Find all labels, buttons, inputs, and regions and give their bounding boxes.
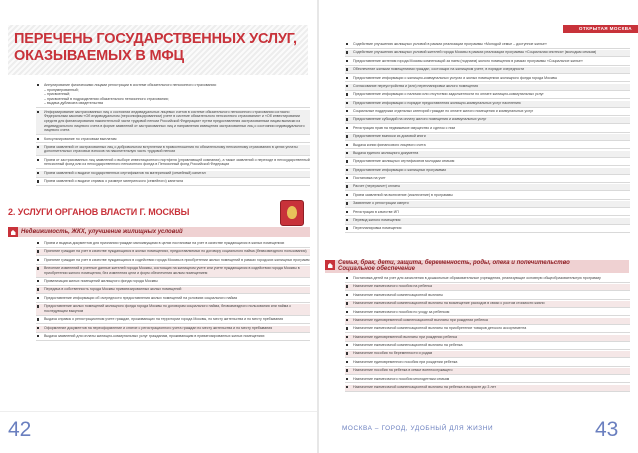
subsection-label: Недвижимость, ЖКХ, улучшение жилищных условий — [21, 229, 183, 235]
bullet-icon — [346, 227, 348, 229]
list-item — [36, 304, 310, 316]
list-item-text: Предоставление информации о порядке предоставления жилищно-коммунальных услуг населению — [353, 100, 521, 105]
list-item — [36, 258, 310, 265]
bullet-icon — [37, 250, 39, 252]
subsection-bar-realty — [8, 227, 310, 237]
bullet-icon — [346, 277, 348, 279]
list-item-text: Предоставление информации о наличии или отсутствии задолженности по оплате жилищно-коммунальных услуг — [353, 92, 544, 97]
list-item-text: Постановка детей на учет для зачисления в дошкольные образовательные учреждения, реализующие основную общеобразовательную программу — [353, 276, 601, 280]
bullet-icon — [37, 259, 39, 261]
list-item-text: Предоставление субсидий на оплату жилого помещения и коммунальных услуг — [353, 117, 487, 122]
page-number-left: 42 — [8, 418, 32, 441]
bullet-icon — [37, 267, 39, 269]
list-item-text: Приватизация жилых помещений жилищного фонда города Москвы — [44, 279, 158, 284]
list-item-text: Выдача справок о регистрационном учете граждан, проживающих на территории города Москвы, по месту жительства и по месту пребывания — [44, 317, 284, 322]
bullet-icon — [37, 335, 39, 337]
list-item — [345, 226, 630, 233]
bullet-icon — [346, 60, 348, 62]
bullet-icon — [346, 219, 348, 221]
list-item — [345, 168, 630, 175]
list-item — [345, 360, 630, 367]
bullet-icon — [346, 285, 348, 287]
list-item — [345, 310, 630, 317]
list-item-text: Назначение ежемесячного пособия на ребенка — [353, 284, 433, 289]
bullet-icon — [37, 297, 39, 299]
list-item — [345, 126, 630, 133]
bullet-icon — [346, 77, 348, 79]
bullet-icon — [346, 118, 348, 120]
list-item — [345, 184, 630, 191]
bullet-icon — [346, 378, 348, 380]
bullet-icon — [37, 180, 39, 182]
bullet-icon — [346, 336, 348, 338]
list-item-text: Заявление о регистрации смерти — [353, 201, 409, 206]
list-item-text: Принятие граждан на учет в качестве нуждающихся в жилых помещениях, предоставляемых по договору социального найма (безвозмездного пользования) — [44, 249, 307, 254]
left-list-2 — [36, 241, 310, 342]
list-item — [345, 326, 630, 333]
bullet-icon — [37, 280, 39, 282]
list-item — [345, 101, 630, 108]
bullet-icon — [346, 352, 348, 354]
list-item-text: Назначение ежемесячной компенсационной выплаты — [353, 292, 443, 297]
list-item-text: Прием и выдача документов для признания граждан малоимущими в целях постановки на учет в качестве нуждающихся в жилых помещениях — [44, 241, 285, 245]
list-item-text: Назначение пособия на ребенка в семье военнослужащего — [353, 368, 453, 373]
list-item-text: Оформление документов на переоформление и снятие с регистрационного учета граждан по месту жительства и по месту пребывания — [44, 325, 273, 330]
bullet-icon — [37, 305, 39, 307]
footer-rule — [0, 411, 317, 412]
list-item — [345, 276, 630, 283]
house-icon — [8, 227, 18, 237]
list-item — [345, 343, 630, 350]
bullet-icon — [37, 138, 39, 140]
bullet-icon — [346, 294, 348, 296]
page-number-right: 43 — [595, 418, 619, 441]
list-item-text: Назначение ежемесячной компенсационной выплаты на ребенка в возрасте до 3 лет — [353, 384, 497, 389]
subsection-label-2: Социальное обеспечение — [338, 266, 415, 272]
list-item — [36, 287, 310, 294]
bullet-icon — [37, 318, 39, 320]
list-item — [36, 317, 310, 324]
list-item — [36, 241, 310, 248]
bullet-icon — [346, 202, 348, 204]
bullet-icon — [346, 319, 348, 321]
list-item-text: Назначение единовременной выплаты при рождении ребенка — [353, 334, 458, 339]
list-item-text: Назначение ежемесячной компенсационной выплаты на ребенка — [353, 343, 463, 347]
bullet-icon — [346, 110, 348, 112]
list-item — [36, 158, 310, 170]
list-item-text: Консультирование по страховым выплатам — [44, 136, 117, 141]
bullet-icon — [346, 369, 348, 371]
subsection-bar-family — [325, 260, 629, 273]
list-item — [345, 134, 630, 141]
list-item-text: Назначение ежемесячной компенсационной выплаты на возмещение расходов в связи с ростом стоимости жизни — [353, 301, 545, 306]
left-list-1 — [36, 83, 310, 188]
list-item — [36, 334, 310, 341]
list-item-text: Предоставление информации об очередности предоставления жилых помещений на условиях социального найма — [44, 295, 237, 300]
list-item — [345, 50, 630, 57]
family-icon — [325, 260, 335, 270]
list-item-text: Выдача единого жилищного документа — [353, 150, 419, 155]
list-item-text: Назначение пособия по беременности и родам — [353, 351, 433, 356]
list-item — [345, 84, 630, 91]
bullet-icon — [346, 386, 348, 388]
list-item-text: Прием заявлений от застрахованных лиц о добровольном вступлении в правоотношения по обязательному пенсионному страхованию в целях уплаты дополнительных страховых взносов на накопительную часть трудовой пенсии — [44, 144, 298, 154]
list-item-text: Социальные поддержки отдельных категорий граждан по оплате жилого помещения и коммунальных услуг — [353, 109, 534, 113]
bullet-icon — [37, 242, 39, 244]
list-item-text: Прием заявлений о выдаче справок о размере материнского (семейного) капитала — [44, 179, 183, 184]
list-item — [36, 296, 310, 303]
bullet-icon — [346, 152, 348, 154]
list-item — [345, 368, 630, 375]
section-2-title: 2. УСЛУГИ ОРГАНОВ ВЛАСТИ Г. МОСКВЫ — [8, 207, 190, 217]
list-item — [345, 293, 630, 300]
list-item — [345, 385, 630, 392]
list-item-text: Регистрация прав на недвижимое имущество и сделок с ним — [353, 125, 455, 130]
bullet-icon — [346, 93, 348, 95]
bullet-icon — [346, 194, 348, 196]
list-item-text: Предоставление информации о жилищных программах — [353, 167, 447, 172]
bullet-icon — [346, 160, 348, 162]
bullet-icon — [37, 159, 39, 161]
bullet-icon — [346, 135, 348, 137]
list-item — [345, 59, 630, 66]
left-page — [0, 0, 317, 453]
list-item — [345, 201, 630, 208]
list-item-text: Прием от застрахованных лиц заявлений о выборе инвестиционного портфеля (управляющей компании), а также заявлений о переходе в негосударственный пенсионный фонд или из негосударственного пенсионного фонда в Пенсионный фонд Российской Федерации — [44, 157, 310, 167]
list-item — [36, 137, 310, 144]
page-title-line-2: ОКАЗЫВАЕМЫХ В МФЦ — [14, 48, 184, 64]
list-item-text: Регистрация в качестве ИП — [353, 209, 399, 214]
list-item — [345, 351, 630, 358]
bullet-icon — [346, 177, 348, 179]
list-item-text: Прием заявлений на включение (исключение) в программы — [353, 192, 453, 197]
bullet-icon — [346, 302, 348, 304]
list-item — [36, 266, 310, 278]
bullet-icon — [37, 146, 39, 148]
open-moscow-tag — [563, 25, 638, 33]
list-item-text: Согласование переустройства и (или) перепланировки жилого помещения — [353, 83, 479, 88]
list-item-text: Информирование застрахованных лиц о состоянии индивидуальных лицевых счетов в системе обязательного пенсионного страхования согласно Федеральным законам «Об индивидуальном (персонифицированном) учете в системе обязательного пенсионного страхования» и «Об инвестировании средств для финансирования накопительной части трудовой пенсии Российской Федерации» путем предоставления застрахованным лицам выписки из индивидуального лицевого счета в форме заявлений от застрахованных лиц и направления извещения застрахованных лиц о состоянии индивидуального лицевого счета — [44, 109, 305, 133]
list-item-text: Назначение ежемесячного пособия по уходу за ребенком — [353, 309, 450, 314]
list-item — [36, 279, 310, 286]
list-item — [345, 318, 630, 325]
section-2-header — [8, 207, 308, 217]
bullet-icon — [37, 84, 39, 86]
list-item-text: Содействие улучшению жилищных условий жителей города Москвы в рамках реализации программы «Социальная ипотека» (молодым семьям) — [353, 50, 597, 55]
bullet-icon — [346, 127, 348, 129]
list-item-text: Назначение ежемесячной компенсационной выплаты на приобретение товаров детского ассортимента — [353, 326, 527, 331]
list-item — [345, 176, 630, 183]
list-item — [345, 67, 630, 74]
right-page — [319, 0, 638, 453]
list-item-text: Аннулирование физическими лицами регистрации в системе обязательного пенсионного страхования: – пронумерованный; – присвоенный; – присвоенный в подразделении обязательного пенсионного страхования; – выдача дубликата свидетельства — [44, 83, 217, 106]
list-item-text: Внесение изменений в учетные данные жителей города Москвы, состоящих на жилищном учете или учете нуждающихся в содействии города Москвы в приобретении жилого помещения, без изменения цели и форм обеспечения жилым помещением — [44, 266, 300, 275]
list-item — [345, 151, 630, 158]
page-title-line-1: ПЕРЕЧЕНЬ ГОСУДАРСТВЕННЫХ УСЛУГ, — [14, 31, 297, 47]
bullet-icon — [346, 43, 348, 45]
list-item — [345, 301, 630, 308]
bullet-icon — [346, 185, 348, 187]
list-item — [36, 83, 310, 108]
list-item — [345, 210, 630, 217]
list-item — [345, 92, 630, 99]
bullet-icon — [37, 111, 39, 113]
bullet-icon — [346, 311, 348, 313]
list-item-text: Перевод жилого помещения — [353, 217, 401, 222]
bullet-icon — [346, 211, 348, 213]
list-item — [345, 284, 630, 291]
list-item — [345, 159, 630, 166]
bullet-icon — [37, 288, 39, 290]
bullet-icon — [346, 85, 348, 87]
bullet-icon — [346, 68, 348, 70]
list-item-text: Предоставление информации о жилищно-коммунальных услугах и жилых помещениях жилищного фонда города Москвы — [353, 75, 558, 80]
list-item-text: Обеспечение жилыми помещениями граждан, состоящих на жилищном учете, в порядке очередности — [353, 67, 525, 72]
list-item-text: Содействие улучшению жилищных условий в рамках реализации программы «Молодой семье – доступное жилье» — [353, 42, 547, 46]
list-item — [345, 335, 630, 342]
list-item-text: Передача в собственность города Москвы приватизированных жилых помещений — [44, 287, 182, 292]
list-item — [36, 326, 310, 333]
list-item — [345, 218, 630, 225]
open-moscow-label: ОТКРЫТАЯ МОСКВА — [578, 26, 632, 31]
title-block — [8, 25, 308, 75]
bullet-icon — [346, 102, 348, 104]
list-item — [345, 109, 630, 116]
bullet-icon — [37, 172, 39, 174]
list-item-text: Назначение единовременной компенсационной выплаты при рождении ребенка — [353, 317, 488, 322]
list-item — [36, 171, 310, 178]
list-item-text: Выдача заявлений для оплаты жилищно-коммунальных услуг гражданам, проживающим в приватизированных жилых помещениях — [44, 333, 265, 338]
list-item-text: Назначение единовременного пособия при рождении ребенка — [353, 359, 458, 364]
list-item-text: Расчет (перерасчет) оплаты — [353, 184, 401, 189]
list-item-text: Предоставление выписки из домовой книги — [353, 134, 426, 139]
bullet-icon — [37, 327, 39, 329]
list-item-text: Предоставление жителям города Москвы компенсаций за наем (поднаем) жилого помещения в рамках программы «Социальное жилье» — [353, 58, 583, 63]
list-item — [345, 76, 630, 83]
list-item-text: Принятие граждан на учет в качестве нуждающихся в содействии города Москвы в приобретении жилых помещений в рамках городских жилищных программ — [44, 257, 310, 262]
list-item — [36, 145, 310, 157]
list-item-text: Предоставление жилищных сертификатов молодым семьям — [353, 159, 455, 164]
right-list-1 — [345, 42, 630, 235]
bullet-icon — [346, 144, 348, 146]
list-item-text: Прием заявлений о выдаче государственных сертификатов на материнский (семейный) капитал — [44, 170, 206, 175]
list-item — [345, 42, 630, 49]
list-item-text: Выдача копии финансового лицевого счета — [353, 142, 426, 147]
list-item — [345, 117, 630, 124]
list-item — [36, 179, 310, 186]
right-list-2 — [345, 276, 630, 393]
bullet-icon — [346, 344, 348, 346]
bullet-icon — [346, 51, 348, 53]
list-item — [36, 249, 310, 256]
footer-motto: МОСКВА – ГОРОД, УДОБНЫЙ ДЛЯ ЖИЗНИ — [342, 425, 494, 432]
list-item — [36, 110, 310, 135]
bullet-icon — [346, 361, 348, 363]
list-item — [345, 143, 630, 150]
subsection-label: Семья, брак, дети, защита, беременность, роды, опека и попечительство — [338, 260, 570, 266]
moscow-emblem-icon — [280, 200, 304, 226]
bullet-icon — [346, 169, 348, 171]
list-item — [345, 377, 630, 384]
list-item-text: Постановка на учет — [353, 176, 386, 180]
list-item-text: Назначение ежемесячного пособия многодетным семьям — [353, 376, 450, 381]
list-item-text: Перепланировка помещения — [353, 226, 402, 231]
list-item-text: Предоставление жилых помещений жилищного фонда города Москвы по договорам социального найма, безвозмездного пользования или найма с последующим выкупом — [44, 304, 292, 313]
list-item — [345, 193, 630, 200]
bullet-icon — [346, 327, 348, 329]
